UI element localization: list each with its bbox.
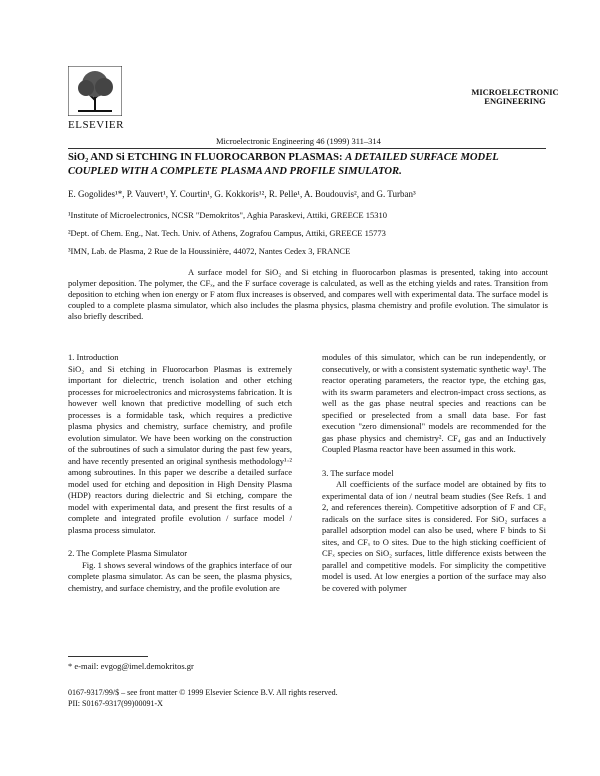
introduction-text: SiO₂ and Si etching in Fluorocarbon Plasmas is extremely important for dielectric, trench isolation and other etching processes for microelectronics and microsystems fabrication. It is however well known that predictive modelling of such etch processes is a formidable task, which requires a predictive plasma physics and chemistry, surface chemistry, and profile evolution simulator. We have been working on the construction of the subroutines of such a simulator during the past few years, and have recently presented an original synthesis methodology¹·² among subroutines. In this paper we describe a detailed surface model used for etching and deposition in High Density Plasma (HDP) reactors during dielectric and Si etching, compare the model with experimental data, and present the first results of a complete and integrated profile evolution / surface model / plasma process simulator. bbox=[68, 363, 292, 535]
header-divider bbox=[68, 148, 546, 149]
author-list: E. Gogolides¹*, P. Vauvert¹, Y. Courtin¹, G. Kokkoris¹², R. Pelle¹, A. Boudouvis², and G. Turban³ bbox=[68, 189, 416, 199]
left-column bbox=[68, 352, 292, 594]
section-heading-simulator: 2. The Complete Plasma Simulator bbox=[68, 548, 188, 558]
publisher-name: ELSEVIER bbox=[68, 119, 124, 131]
abstract: A surface model for SiO₂ and Si etching in fluorocarbon plasmas is presented, taking into account polymer deposition. The polymer, the CFₓ, and the F surface coverage is calculated, as well as the etching yields and rates. Transition from deposition to etching when ion energy or F atom flux increases is observed, and compares well with experimental data. The surface model is coupled to a complete plasma simulator, which also includes the plasma physics, plasma chemistry and profile evolution. The simulator is also briefly described. bbox=[68, 267, 548, 321]
affiliation-3: ³IMN, Lab. de Plasma, 2 Rue de la Houssinière, 44072, Nantes Cedex 3, FRANCE bbox=[68, 246, 351, 256]
journal-name-line2: ENGINEERING bbox=[484, 96, 546, 106]
corresponding-author-email: * e-mail: evgog@imel.demokritos.gr bbox=[68, 661, 194, 671]
surface-model-text: All coefficients of the surface model are obtained by fits to experimental data of ion / neutral beam studies (See Refs. 1 and 2, and references therein). Competitive adsorption of F and CFₓ radicals on the surface sites is considered. For SiO₂ surfaces a parallel adsorption model can also be used, where F binds to Si sites, and CFₓ to O sites. Due to the high sticking coefficient of CFₓ species on SiO₂ surfaces, little difference exists between the parallel and competitive models. For simplicity the competitive model is used. At low energies a portion of the surface may also be covered with polymer bbox=[322, 479, 546, 593]
copyright-notice bbox=[68, 687, 338, 709]
affiliation-2: ²Dept. of Chem. Eng., Nat. Tech. Univ. of Athens, Zografou Campus, Attiki, GREECE 15773 bbox=[68, 228, 386, 238]
section-heading-introduction: 1. Introduction bbox=[68, 352, 119, 362]
journal-name bbox=[470, 88, 560, 106]
section-heading-surface-model: 3. The surface model bbox=[322, 467, 394, 478]
elsevier-tree-logo bbox=[68, 66, 122, 116]
copyright-line-1: 0167-9317/99/$ – see front matter © 1999 Elsevier Science B.V. All rights reserved. bbox=[68, 688, 338, 697]
title-italic: A DETAILED SURFACE MODEL COUPLED WITH A COMPLETE PLASMA AND PROFILE SIMULATOR. bbox=[68, 152, 499, 177]
footnote-divider bbox=[68, 656, 148, 657]
title-plain: SiO₂ AND Si ETCHING IN FLUOROCARBON PLASMAS: bbox=[68, 152, 346, 163]
simulator-text: Fig. 1 shows several windows of the graphics interface of our complete plasma simulator. As can be seen, the plasma physics, chemistry, and surface chemistry, and the profile evolution are bbox=[68, 559, 292, 593]
affiliation-1: ¹Institute of Microelectronics, NCSR "Demokritos", Aghia Paraskevi, Attiki, GREECE 15310 bbox=[68, 210, 387, 220]
journal-reference: Microelectronic Engineering 46 (1999) 311–314 bbox=[216, 136, 381, 146]
copyright-line-2: PII: S0167-9317(99)00091-X bbox=[68, 699, 163, 708]
journal-name-line1: MICROELECTRONIC bbox=[471, 87, 559, 97]
paper-title bbox=[68, 151, 548, 179]
simulator-continued-text: modules of this simulator, which can be run independently, or consecutively, or with a consistent systematic synthetic way¹. The reactor operating parameters, the reactor type, the etching gas, with its swarm parameters and electron-impact cross sections, as well as the gas phase neutral species and reactions can be specified or preselected from a small data base. For fast execution "zero dimensional" models are recommended for the gas phase physics and chemistry². CF₄ gas and an Inductively Coupled Plasma reactor have been assumed in this work. bbox=[322, 352, 546, 454]
right-column bbox=[322, 352, 546, 594]
